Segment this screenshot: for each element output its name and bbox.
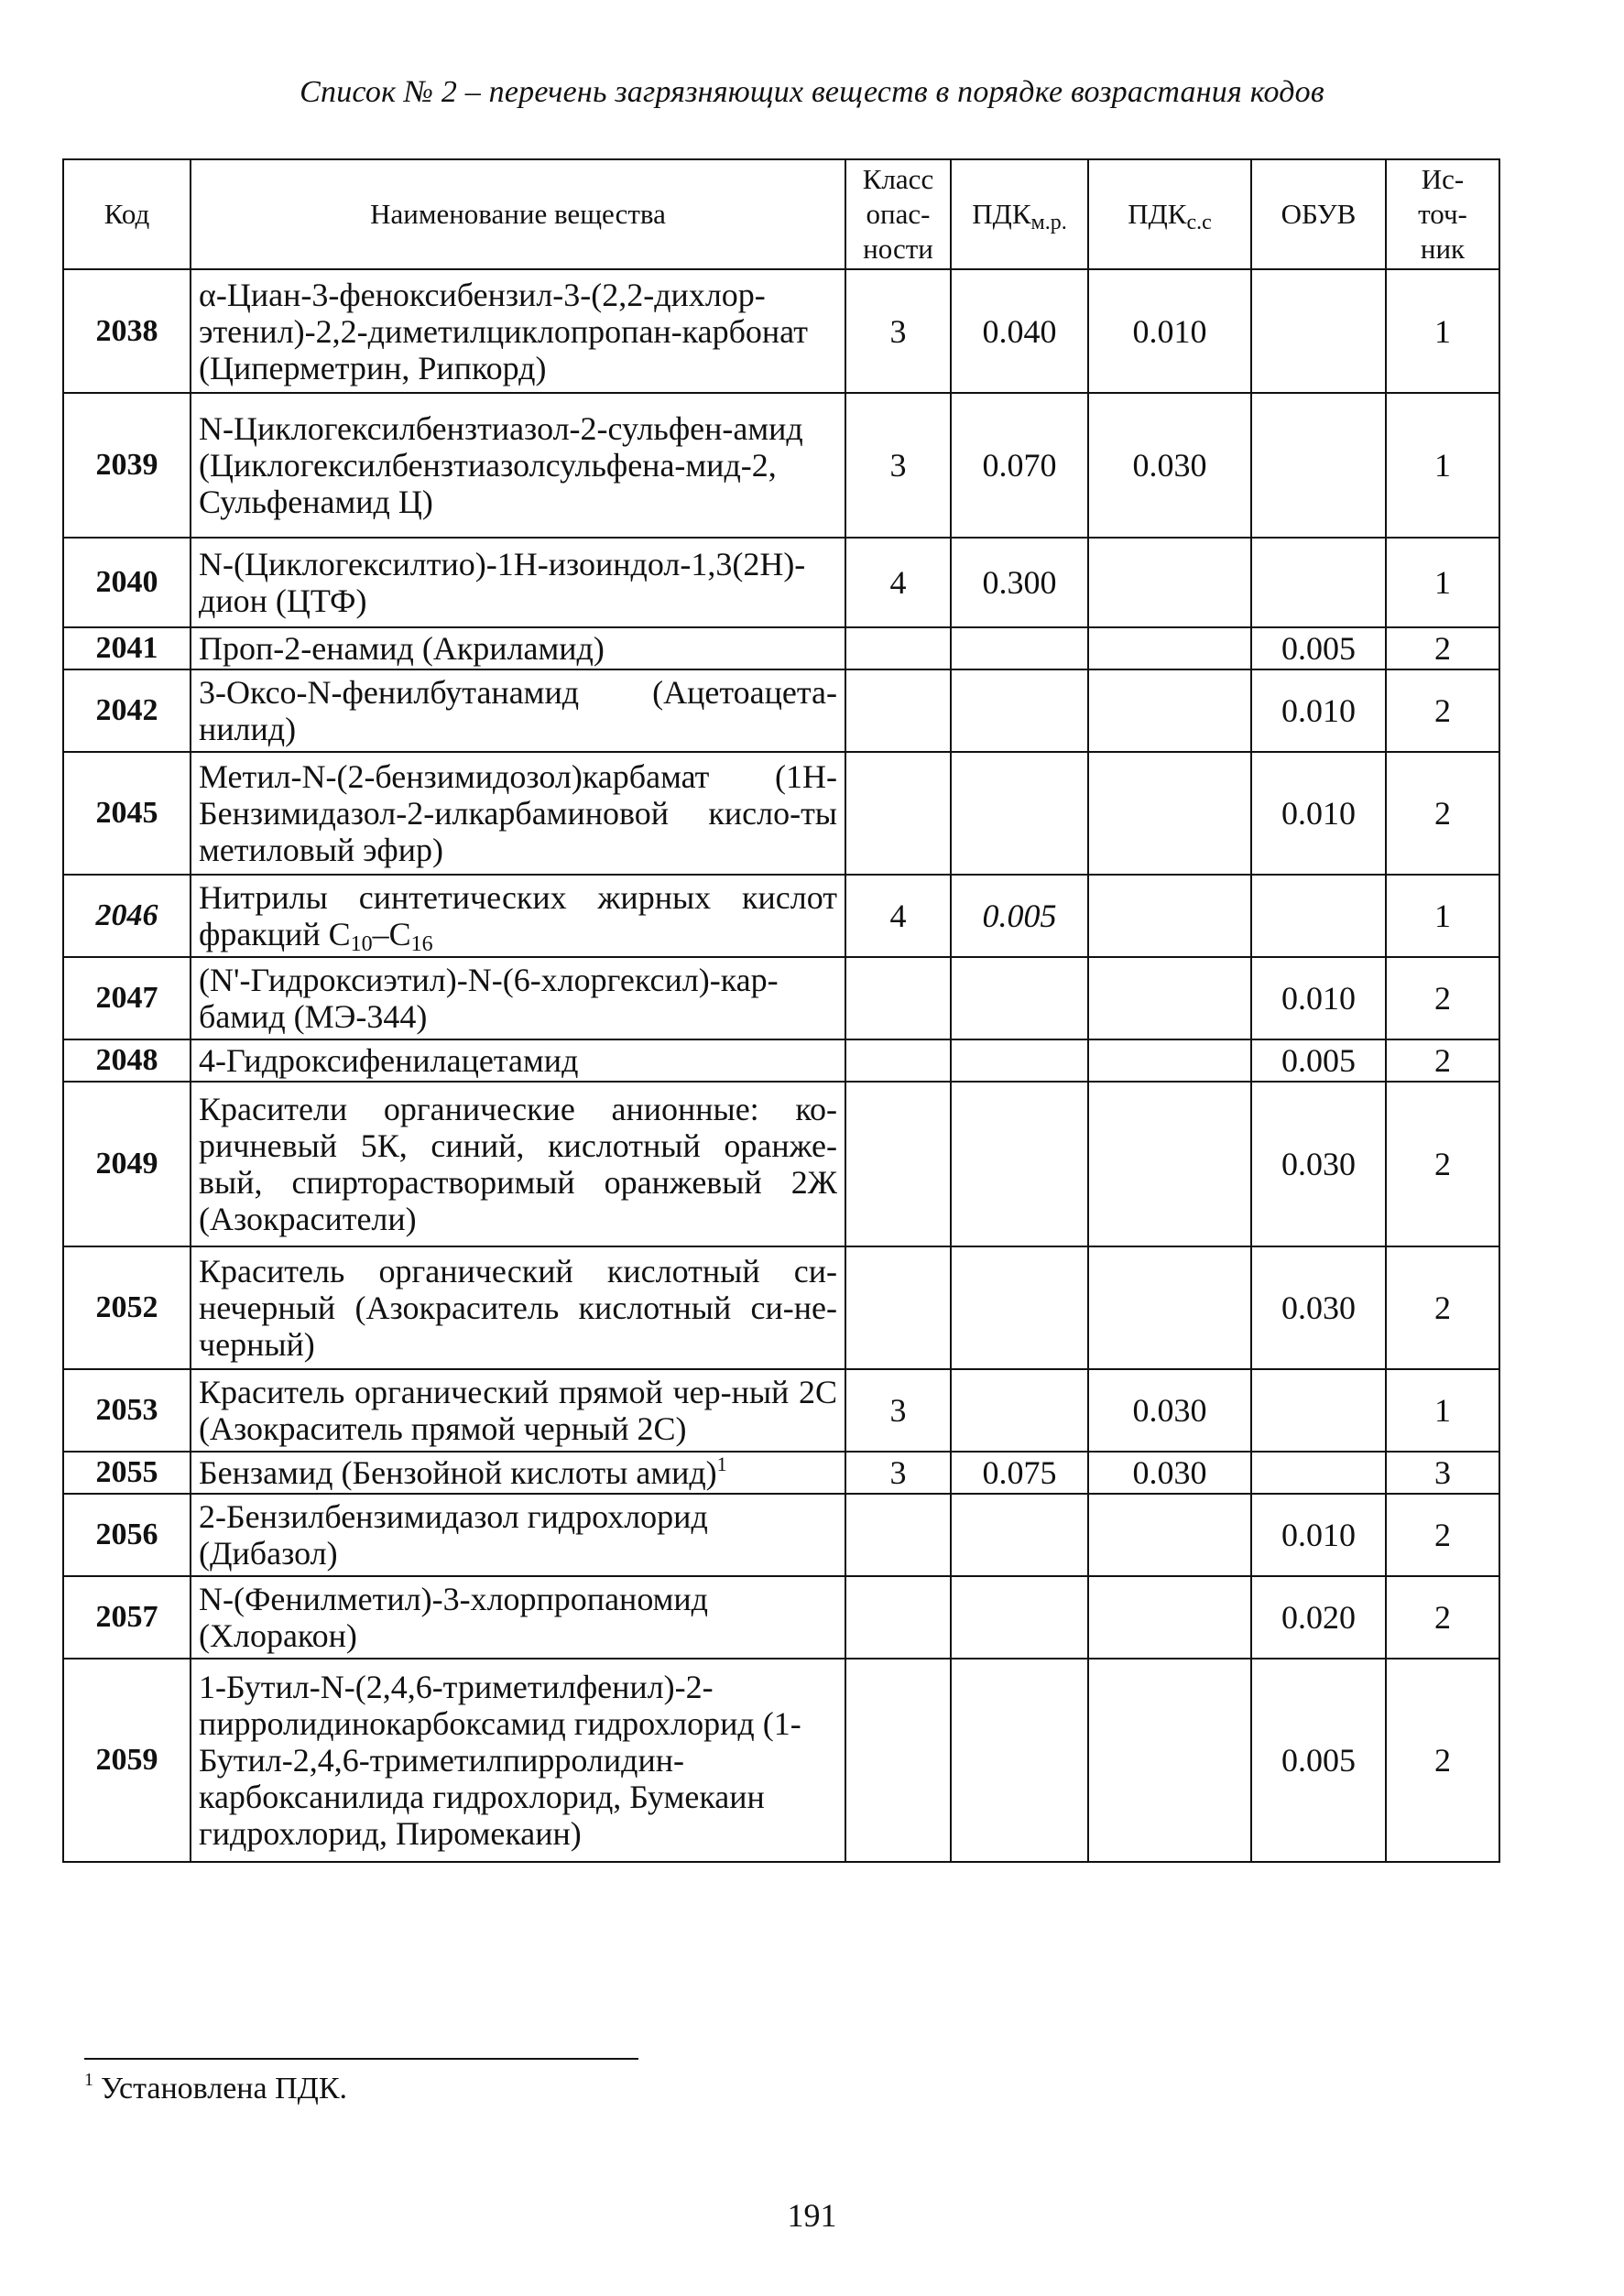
- cell-code: 2039: [63, 393, 191, 538]
- cell-obuv: 0.005: [1251, 1039, 1386, 1082]
- cell-hazard-class: 4: [845, 538, 951, 627]
- cell-name: N-Циклогексилбензтиазол-2-сульфен-амид (Циклогексилбензтиазолсульфена-мид-2, Сульфенамид Ц): [191, 393, 845, 538]
- table-row: [63, 1082, 1499, 1246]
- cell-pdk-mr: 0.300: [951, 538, 1088, 627]
- header-code: Код: [63, 159, 191, 269]
- cell-source: 2: [1386, 1039, 1499, 1082]
- cell-hazard-class: 4: [845, 875, 951, 957]
- cell-pdk-ss: [1088, 1246, 1251, 1369]
- cell-source: 2: [1386, 1246, 1499, 1369]
- cell-obuv: [1251, 1369, 1386, 1452]
- footnote-divider: [84, 2058, 638, 2060]
- table-row: [63, 957, 1499, 1039]
- cell-code: 2038: [63, 269, 191, 393]
- table-row: [63, 875, 1499, 957]
- cell-source: 1: [1386, 538, 1499, 627]
- cell-source: 2: [1386, 1082, 1499, 1246]
- cell-code: 2046: [63, 875, 191, 957]
- cell-name: 4-Гидроксифенилацетамид: [191, 1039, 845, 1082]
- cell-obuv: 0.010: [1251, 752, 1386, 875]
- cell-source: 2: [1386, 957, 1499, 1039]
- cell-pdk-mr: 0.075: [951, 1452, 1088, 1494]
- cell-code: 2056: [63, 1494, 191, 1576]
- cell-pdk-ss: [1088, 1576, 1251, 1659]
- cell-name: α-Циан-3-феноксибензил-3-(2,2-дихлор-этенил)-2,2-диметилциклопропан-карбонат (Циперметрин, Рипкорд): [191, 269, 845, 393]
- cell-pdk-mr: [951, 1082, 1088, 1246]
- cell-obuv: 0.005: [1251, 1659, 1386, 1862]
- table-row: [63, 1246, 1499, 1369]
- cell-name: (N'-Гидроксиэтил)-N-(6-хлоргексил)-кар-бамид (МЭ-344): [191, 957, 845, 1039]
- cell-code: 2045: [63, 752, 191, 875]
- cell-code: 2059: [63, 1659, 191, 1862]
- table-row: [63, 538, 1499, 627]
- cell-code: 2052: [63, 1246, 191, 1369]
- cell-pdk-ss: [1088, 538, 1251, 627]
- cell-name: Краситель органический кислотный си-нечерный (Азокраситель кислотный си-не-черный): [191, 1246, 845, 1369]
- cell-name: Бензамид (Бензойной кислоты амид)$^1$: [191, 1452, 845, 1494]
- cell-pdk-ss: [1088, 957, 1251, 1039]
- cell-pdk-mr: [951, 1246, 1088, 1369]
- cell-pdk-mr: 0.040: [951, 269, 1088, 393]
- cell-pdk-ss: [1088, 1039, 1251, 1082]
- footnote: [84, 2072, 347, 2106]
- cell-code: 2041: [63, 627, 191, 669]
- cell-obuv: 0.010: [1251, 957, 1386, 1039]
- cell-name: 2-Бензилбензимидазол гидрохлорид (Дибазол): [191, 1494, 845, 1576]
- cell-hazard-class: 3: [845, 1452, 951, 1494]
- cell-code: 2047: [63, 957, 191, 1039]
- cell-pdk-ss: 0.030: [1088, 393, 1251, 538]
- cell-pdk-ss: [1088, 752, 1251, 875]
- table-row: [63, 1369, 1499, 1452]
- cell-code: 2053: [63, 1369, 191, 1452]
- table-row: [63, 393, 1499, 538]
- cell-name: Нитрилы синтетических жирных кислот фракций $С_{10}-С_{16}$: [191, 875, 845, 957]
- cell-pdk-ss: [1088, 627, 1251, 669]
- cell-source: 2: [1386, 752, 1499, 875]
- cell-obuv: [1251, 393, 1386, 538]
- cell-code: 2057: [63, 1576, 191, 1659]
- cell-source: 2: [1386, 627, 1499, 669]
- cell-code: 2055: [63, 1452, 191, 1494]
- cell-code: 2042: [63, 669, 191, 752]
- cell-hazard-class: [845, 1246, 951, 1369]
- cell-obuv: 0.020: [1251, 1576, 1386, 1659]
- footnote-number: 1: [84, 2070, 93, 2090]
- cell-pdk-mr: [951, 1576, 1088, 1659]
- cell-pdk-ss: 0.010: [1088, 269, 1251, 393]
- cell-code: 2048: [63, 1039, 191, 1082]
- cell-obuv: [1251, 269, 1386, 393]
- table-row: [63, 1576, 1499, 1659]
- cell-source: 2: [1386, 669, 1499, 752]
- cell-pdk-mr: [951, 1494, 1088, 1576]
- cell-source: 2: [1386, 1494, 1499, 1576]
- cell-hazard-class: 3: [845, 393, 951, 538]
- cell-pdk-ss: [1088, 1659, 1251, 1862]
- header-pdk-mr: $ПДК_{м.р.}$: [951, 159, 1088, 269]
- cell-code: 2040: [63, 538, 191, 627]
- cell-obuv: [1251, 538, 1386, 627]
- cell-obuv: 0.010: [1251, 1494, 1386, 1576]
- substances-table: [62, 158, 1500, 1863]
- cell-hazard-class: [845, 957, 951, 1039]
- cell-obuv: 0.010: [1251, 669, 1386, 752]
- table-row: [63, 1452, 1499, 1494]
- cell-code: 2049: [63, 1082, 191, 1246]
- cell-hazard-class: [845, 1659, 951, 1862]
- cell-pdk-mr: 0.070: [951, 393, 1088, 538]
- cell-pdk-ss: [1088, 669, 1251, 752]
- cell-source: 1: [1386, 269, 1499, 393]
- cell-hazard-class: [845, 1039, 951, 1082]
- cell-obuv: 0.030: [1251, 1246, 1386, 1369]
- header-hazard-class: Класс опас- ности: [845, 159, 951, 269]
- cell-pdk-mr: [951, 669, 1088, 752]
- cell-pdk-ss: [1088, 875, 1251, 957]
- cell-pdk-ss: 0.030: [1088, 1452, 1251, 1494]
- cell-source: 1: [1386, 875, 1499, 957]
- cell-source: 1: [1386, 1369, 1499, 1452]
- header-row: [63, 159, 1499, 269]
- header-pdk-ss: $ПДК_{с.с}$: [1088, 159, 1251, 269]
- cell-pdk-ss: [1088, 1494, 1251, 1576]
- cell-pdk-mr: [951, 957, 1088, 1039]
- cell-hazard-class: [845, 1494, 951, 1576]
- table-row: [63, 1039, 1499, 1082]
- cell-pdk-mr: [951, 1659, 1088, 1862]
- cell-hazard-class: [845, 669, 951, 752]
- cell-hazard-class: [845, 1576, 951, 1659]
- table-row: [63, 627, 1499, 669]
- cell-name: Метил-N-(2-бензимидозол)карбамат (1Н-Бензимидазол-2-илкарбаминовой кисло-ты метиловый эфир): [191, 752, 845, 875]
- header-obuv: ОБУВ: [1251, 159, 1386, 269]
- page-title: Список № 2 – перечень загрязняющих веществ в порядке возрастания кодов: [300, 75, 1324, 109]
- cell-source: 2: [1386, 1576, 1499, 1659]
- table-row: [63, 1659, 1499, 1862]
- cell-hazard-class: 3: [845, 269, 951, 393]
- cell-pdk-mr: 0.005: [951, 875, 1088, 957]
- cell-name: Красители органические анионные: ко-ричневый 5К, синий, кислотный оранже-вый, спирторастворимый оранжевый 2Ж (Азокрасители): [191, 1082, 845, 1246]
- cell-source: 2: [1386, 1659, 1499, 1862]
- cell-pdk-mr: [951, 1369, 1088, 1452]
- table-row: [63, 752, 1499, 875]
- cell-pdk-ss: 0.030: [1088, 1369, 1251, 1452]
- cell-pdk-mr: [951, 1039, 1088, 1082]
- cell-hazard-class: [845, 627, 951, 669]
- cell-name: N-(Циклогексилтио)-1Н-изоиндол-1,3(2Н)-дион (ЦТФ): [191, 538, 845, 627]
- page-number: 191: [787, 2197, 837, 2234]
- cell-pdk-mr: [951, 752, 1088, 875]
- header-source: Ис- точ- ник: [1386, 159, 1499, 269]
- cell-obuv: [1251, 875, 1386, 957]
- cell-obuv: [1251, 1452, 1386, 1494]
- header-name: Наименование вещества: [191, 159, 845, 269]
- cell-hazard-class: [845, 1082, 951, 1246]
- cell-obuv: 0.005: [1251, 627, 1386, 669]
- cell-name: 3-Оксо-N-фенилбутанамид (Ацетоацета-нилид): [191, 669, 845, 752]
- cell-hazard-class: [845, 752, 951, 875]
- cell-name: Проп-2-енамид (Акриламид): [191, 627, 845, 669]
- cell-source: 1: [1386, 393, 1499, 538]
- table-row: [63, 1494, 1499, 1576]
- cell-pdk-mr: [951, 627, 1088, 669]
- footnote-text: Установлена ПДК.: [101, 2072, 348, 2106]
- cell-hazard-class: 3: [845, 1369, 951, 1452]
- cell-pdk-ss: [1088, 1082, 1251, 1246]
- table-row: [63, 669, 1499, 752]
- cell-name: N-(Фенилметил)-3-хлорпропаномид (Хлоракон): [191, 1576, 845, 1659]
- table-row: [63, 269, 1499, 393]
- cell-name: Краситель органический прямой чер-ный 2С (Азокраситель прямой черный 2С): [191, 1369, 845, 1452]
- cell-source: 3: [1386, 1452, 1499, 1494]
- cell-name: 1-Бутил-N-(2,4,6-триметилфенил)-2-пирролидинокарбоксамид гидрохлорид (1-Бутил-2,4,6-триметилпирролидин-карбоксанилида гидрохлорид, Бумекаин гидрохлорид, Пиромекаин): [191, 1659, 845, 1862]
- footnote-mark: 1: [716, 1453, 727, 1475]
- cell-obuv: 0.030: [1251, 1082, 1386, 1246]
